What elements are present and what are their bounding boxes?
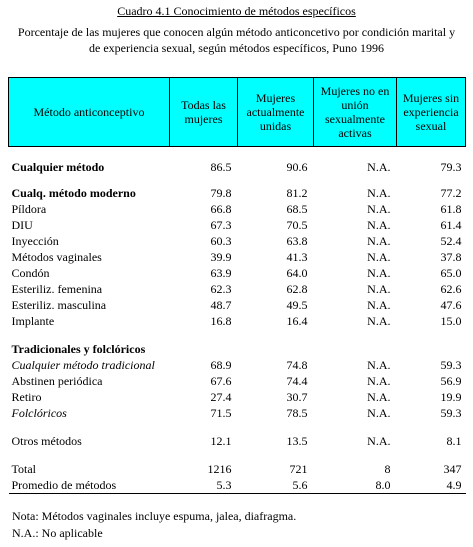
row-label: Retiro xyxy=(11,390,42,404)
cell-not-in-union: N.A. xyxy=(367,282,391,296)
cell-in-union: 30.7 xyxy=(286,390,308,404)
row-label: Otros métodos xyxy=(11,434,82,448)
cell-not-in-union: N.A. xyxy=(367,218,391,232)
cell-not-in-union: N.A. xyxy=(367,160,391,174)
row-label: Total xyxy=(11,462,36,476)
cell-all-women: 68.9 xyxy=(210,358,232,372)
cell-not-in-union: 8 xyxy=(384,462,391,476)
row-label: Inyección xyxy=(11,234,59,248)
cell-no-experience: 4.9 xyxy=(397,477,466,494)
cell-all-women: 12.1 xyxy=(210,434,232,448)
cell-all-women: 39.9 xyxy=(210,250,232,264)
cell-all-women: 62.3 xyxy=(210,282,232,296)
cell-no-experience xyxy=(397,341,466,357)
table-row xyxy=(9,357,466,373)
table-notes xyxy=(12,508,296,542)
table-row xyxy=(9,249,466,265)
table-title-text: Cuadro 4.1 Conocimiento de métodos específicos xyxy=(117,4,356,18)
cell-all-women: 67.6 xyxy=(210,374,232,388)
cell-not-in-union: N.A. xyxy=(367,202,391,216)
table-row xyxy=(9,405,466,421)
cell-in-union: 41.3 xyxy=(286,250,308,264)
cell-all-women: 1216 xyxy=(207,462,232,476)
cell-not-in-union: 8.0 xyxy=(314,477,397,494)
cell-not-in-union: N.A. xyxy=(367,358,391,372)
table-row xyxy=(9,201,466,217)
cell-no-experience: 15.0 xyxy=(440,314,462,328)
cell-not-in-union: N.A. xyxy=(367,434,391,448)
table-row xyxy=(9,313,466,329)
cell-not-in-union: N.A. xyxy=(367,266,391,280)
row-label: Tradicionales y folclóricos xyxy=(11,342,146,356)
cell-not-in-union: N.A. xyxy=(367,234,391,248)
row-label: Condón xyxy=(11,266,50,280)
column-header-all-women: Todas las mujeres xyxy=(170,78,238,147)
cell-no-experience: 47.6 xyxy=(440,298,462,312)
table-row xyxy=(9,281,466,297)
cell-not-in-union: N.A. xyxy=(367,314,391,328)
cell-no-experience: 56.9 xyxy=(440,374,462,388)
table-title xyxy=(0,4,473,18)
cell-in-union: 78.5 xyxy=(286,406,308,420)
cell-all-women xyxy=(170,341,238,357)
cell-in-union: 62.8 xyxy=(286,282,308,296)
methods-table xyxy=(8,77,466,494)
table-header-row xyxy=(9,78,466,147)
cell-in-union: 68.5 xyxy=(286,202,308,216)
cell-no-experience: 61.8 xyxy=(440,202,462,216)
cell-no-experience: 61.4 xyxy=(440,218,462,232)
row-label: Promedio de métodos xyxy=(9,477,170,494)
table-row xyxy=(9,477,466,494)
cell-in-union: 63.8 xyxy=(286,234,308,248)
cell-in-union: 13.5 xyxy=(286,434,308,448)
cell-not-in-union: N.A. xyxy=(367,186,391,200)
cell-in-union: 81.2 xyxy=(286,186,308,200)
cell-all-women: 16.8 xyxy=(210,314,232,328)
row-label: Cualquier método xyxy=(11,160,105,174)
table-row xyxy=(9,297,466,313)
cell-in-union: 5.6 xyxy=(238,477,314,494)
table-row xyxy=(9,265,466,281)
cell-all-women: 48.7 xyxy=(210,298,232,312)
cell-no-experience: 19.9 xyxy=(440,390,462,404)
cell-all-women: 60.3 xyxy=(210,234,232,248)
cell-in-union: 49.5 xyxy=(286,298,308,312)
subtitle-line-1: Porcentaje de las mujeres que conocen algún método anticoncetivo por condición marital y xyxy=(17,25,456,39)
cell-all-women: 79.8 xyxy=(210,186,232,200)
cell-all-women: 27.4 xyxy=(210,390,232,404)
cell-all-women: 86.5 xyxy=(210,160,232,174)
column-header-not-in-union: Mujeres no en unión sexualmente activas xyxy=(314,78,397,147)
cell-in-union: 16.4 xyxy=(286,314,308,328)
table-row xyxy=(9,373,466,389)
table-row xyxy=(9,433,466,449)
table-row xyxy=(9,185,466,201)
cell-not-in-union xyxy=(314,341,397,357)
row-label: Folclóricos xyxy=(11,406,67,420)
column-header-method: Método anticonceptivo xyxy=(9,78,170,147)
row-label: Métodos vaginales xyxy=(11,250,102,264)
cell-all-women: 63.9 xyxy=(210,266,232,280)
cell-no-experience: 37.8 xyxy=(440,250,462,264)
cell-not-in-union: N.A. xyxy=(367,374,391,388)
cell-no-experience: 62.6 xyxy=(440,282,462,296)
cell-not-in-union: N.A. xyxy=(367,298,391,312)
cell-all-women: 66.8 xyxy=(210,202,232,216)
row-label: Cualquier método tradicional xyxy=(11,358,155,372)
table-row xyxy=(9,461,466,477)
table-row xyxy=(9,389,466,405)
table-row xyxy=(9,341,466,357)
cell-no-experience: 77.2 xyxy=(440,186,462,200)
column-header-no-experience: Mujeres sin experiencia sexual xyxy=(397,78,466,147)
row-label: Píldora xyxy=(11,202,47,216)
cell-in-union: 74.8 xyxy=(286,358,308,372)
cell-no-experience: 59.3 xyxy=(440,358,462,372)
cell-no-experience: 79.3 xyxy=(440,160,462,174)
cell-in-union: 90.6 xyxy=(286,160,308,174)
cell-all-women: 67.3 xyxy=(210,218,232,232)
cell-no-experience: 347 xyxy=(443,462,462,476)
cell-not-in-union: N.A. xyxy=(367,250,391,264)
note-vaginal-methods: Nota: Métodos vaginales incluye espuma, jalea, diafragma. xyxy=(12,509,297,523)
table-row xyxy=(9,217,466,233)
row-label: Implante xyxy=(11,314,55,328)
row-label: DIU xyxy=(11,218,33,232)
row-label: Cualq. método moderno xyxy=(11,186,136,200)
row-label: Esteriliz. femenina xyxy=(11,282,103,296)
cell-not-in-union: N.A. xyxy=(367,390,391,404)
table-subtitle xyxy=(6,24,467,56)
cell-in-union: 721 xyxy=(289,462,308,476)
note-not-applicable: N.A.: No aplicable xyxy=(12,526,103,540)
row-label: Esteriliz. masculina xyxy=(11,298,107,312)
table-row xyxy=(9,233,466,249)
subtitle-line-2: de experiencia sexual, según métodos específicos, Puno 1996 xyxy=(89,41,384,55)
cell-in-union: 64.0 xyxy=(286,266,308,280)
cell-no-experience: 52.4 xyxy=(440,234,462,248)
table-row xyxy=(9,159,466,175)
row-label: Abstinen periódica xyxy=(11,374,103,388)
cell-all-women: 71.5 xyxy=(210,406,232,420)
column-header-in-union: Mujeres actualmente unidas xyxy=(238,78,314,147)
cell-in-union: 74.4 xyxy=(286,374,308,388)
cell-not-in-union: N.A. xyxy=(367,406,391,420)
cell-in-union: 70.5 xyxy=(286,218,308,232)
cell-in-union xyxy=(238,341,314,357)
cell-all-women: 5.3 xyxy=(170,477,238,494)
cell-no-experience: 59.3 xyxy=(440,406,462,420)
cell-no-experience: 8.1 xyxy=(446,434,462,448)
cell-no-experience: 65.0 xyxy=(440,266,462,280)
